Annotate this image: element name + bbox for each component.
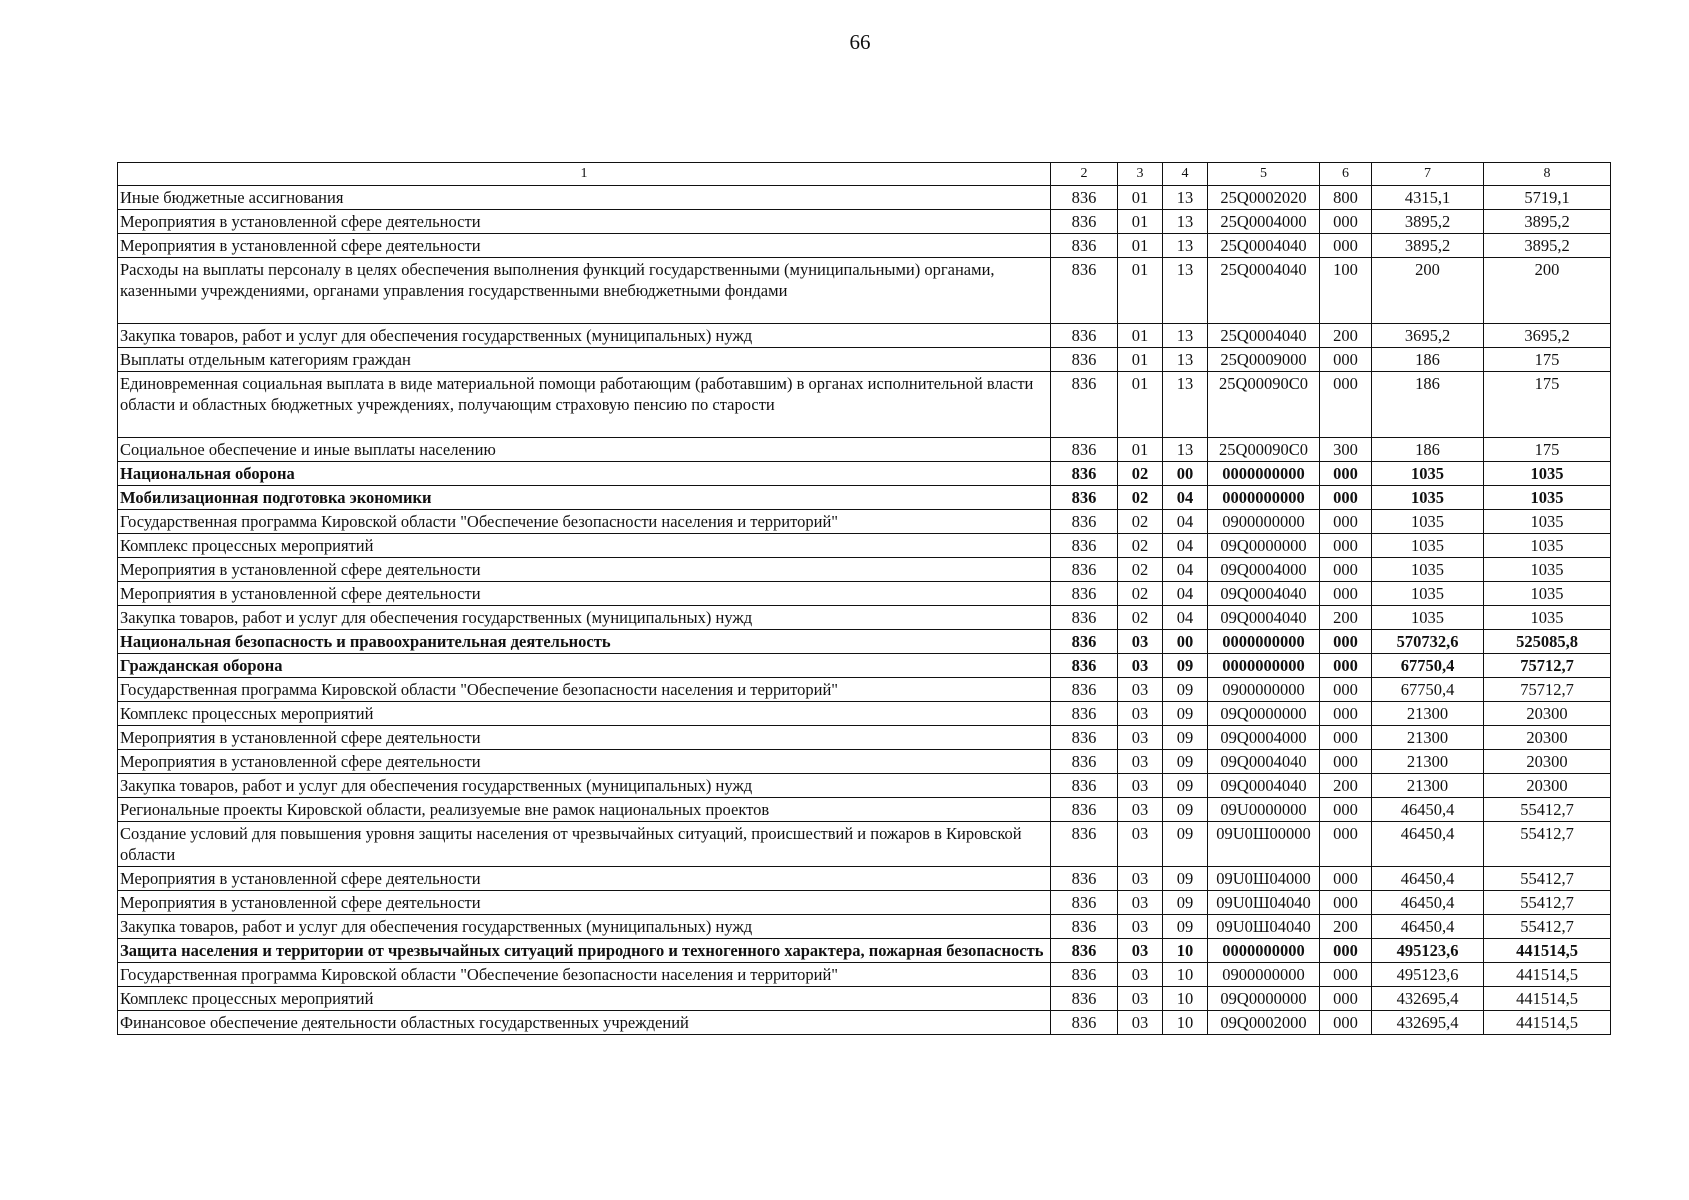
row-subsection-cell: 00 — [1163, 462, 1208, 486]
row-amount-year1-cell: 1035 — [1372, 462, 1484, 486]
row-subsection-cell: 10 — [1163, 963, 1208, 987]
row-amount-year1-cell: 21300 — [1372, 774, 1484, 798]
row-section-cell: 02 — [1118, 606, 1163, 630]
row-amount-year2-cell: 175 — [1484, 438, 1611, 462]
header-row — [118, 163, 1611, 186]
row-expense-type-cell: 000 — [1320, 486, 1372, 510]
row-ministry-code-cell: 836 — [1051, 963, 1118, 987]
row-expense-type-cell: 000 — [1320, 534, 1372, 558]
table-row — [118, 822, 1611, 867]
row-amount-year1-cell: 46450,4 — [1372, 891, 1484, 915]
row-ministry-code-cell: 836 — [1051, 372, 1118, 438]
row-target-article-cell: 0900000000 — [1208, 510, 1320, 534]
row-expense-type-cell: 300 — [1320, 438, 1372, 462]
row-expense-type-cell: 000 — [1320, 510, 1372, 534]
row-subsection-cell: 09 — [1163, 654, 1208, 678]
row-expense-type-cell: 000 — [1320, 702, 1372, 726]
table-row — [118, 258, 1611, 324]
row-subsection-cell: 04 — [1163, 558, 1208, 582]
row-name-cell: Единовременная социальная выплата в виде материальной помощи работающим (работавшим) в органах исполнительной власти области и областных бюджетных учреждениях, получающим страховую пенсию по старости — [118, 372, 1051, 438]
row-name-cell: Государственная программа Кировской области "Обеспечение безопасности населения и территорий" — [118, 963, 1051, 987]
row-amount-year2-cell: 441514,5 — [1484, 939, 1611, 963]
row-section-cell: 03 — [1118, 750, 1163, 774]
row-expense-type-cell: 200 — [1320, 324, 1372, 348]
table-row — [118, 654, 1611, 678]
row-amount-year2-cell: 55412,7 — [1484, 798, 1611, 822]
row-subsection-cell: 09 — [1163, 702, 1208, 726]
row-target-article-cell: 09U0Ш04040 — [1208, 915, 1320, 939]
row-name-cell: Комплекс процессных мероприятий — [118, 534, 1051, 558]
row-name-cell: Мероприятия в установленной сфере деятельности — [118, 234, 1051, 258]
row-amount-year2-cell: 5719,1 — [1484, 186, 1611, 210]
row-section-cell: 03 — [1118, 987, 1163, 1011]
row-name-cell: Закупка товаров, работ и услуг для обеспечения государственных (муниципальных) нужд — [118, 915, 1051, 939]
table-row — [118, 462, 1611, 486]
row-ministry-code-cell: 836 — [1051, 534, 1118, 558]
header-cell-col3: 3 — [1118, 163, 1163, 186]
table-row — [118, 234, 1611, 258]
row-amount-year1-cell: 200 — [1372, 258, 1484, 324]
row-name-cell: Закупка товаров, работ и услуг для обеспечения государственных (муниципальных) нужд — [118, 606, 1051, 630]
row-subsection-cell: 13 — [1163, 348, 1208, 372]
row-name-cell: Выплаты отдельным категориям граждан — [118, 348, 1051, 372]
table-row — [118, 798, 1611, 822]
row-expense-type-cell: 200 — [1320, 774, 1372, 798]
row-target-article-cell: 25Q00090C0 — [1208, 438, 1320, 462]
row-section-cell: 03 — [1118, 1011, 1163, 1035]
row-subsection-cell: 00 — [1163, 630, 1208, 654]
row-amount-year1-cell: 432695,4 — [1372, 987, 1484, 1011]
row-expense-type-cell: 800 — [1320, 186, 1372, 210]
row-amount-year2-cell: 1035 — [1484, 606, 1611, 630]
row-expense-type-cell: 200 — [1320, 606, 1372, 630]
row-amount-year1-cell: 1035 — [1372, 510, 1484, 534]
row-subsection-cell: 10 — [1163, 939, 1208, 963]
row-section-cell: 01 — [1118, 324, 1163, 348]
row-expense-type-cell: 000 — [1320, 630, 1372, 654]
table-row — [118, 867, 1611, 891]
budget-table — [117, 162, 1611, 1035]
table-row — [118, 915, 1611, 939]
row-amount-year1-cell: 186 — [1372, 372, 1484, 438]
row-ministry-code-cell: 836 — [1051, 1011, 1118, 1035]
row-amount-year1-cell: 186 — [1372, 438, 1484, 462]
row-ministry-code-cell: 836 — [1051, 702, 1118, 726]
row-name-cell: Комплекс процессных мероприятий — [118, 702, 1051, 726]
row-name-cell: Комплекс процессных мероприятий — [118, 987, 1051, 1011]
table-row — [118, 987, 1611, 1011]
row-expense-type-cell: 000 — [1320, 798, 1372, 822]
row-expense-type-cell: 000 — [1320, 558, 1372, 582]
row-target-article-cell: 0900000000 — [1208, 963, 1320, 987]
table-row — [118, 324, 1611, 348]
row-name-cell: Национальная оборона — [118, 462, 1051, 486]
row-amount-year2-cell: 1035 — [1484, 534, 1611, 558]
row-amount-year2-cell: 1035 — [1484, 486, 1611, 510]
table-row — [118, 510, 1611, 534]
page-number: 66 — [849, 30, 871, 54]
row-ministry-code-cell: 836 — [1051, 510, 1118, 534]
row-ministry-code-cell: 836 — [1051, 750, 1118, 774]
row-ministry-code-cell: 836 — [1051, 891, 1118, 915]
table-row — [118, 210, 1611, 234]
row-name-cell: Закупка товаров, работ и услуг для обеспечения государственных (муниципальных) нужд — [118, 324, 1051, 348]
row-amount-year1-cell: 432695,4 — [1372, 1011, 1484, 1035]
row-subsection-cell: 04 — [1163, 534, 1208, 558]
row-name-cell: Мероприятия в установленной сфере деятельности — [118, 726, 1051, 750]
header-cell-col8: 8 — [1484, 163, 1611, 186]
row-section-cell: 03 — [1118, 963, 1163, 987]
header-cell-col6: 6 — [1320, 163, 1372, 186]
row-target-article-cell: 25Q00090C0 — [1208, 372, 1320, 438]
row-section-cell: 01 — [1118, 438, 1163, 462]
row-expense-type-cell: 000 — [1320, 678, 1372, 702]
row-subsection-cell: 09 — [1163, 915, 1208, 939]
header-cell-col1: 1 — [118, 163, 1051, 186]
row-subsection-cell: 09 — [1163, 798, 1208, 822]
row-ministry-code-cell: 836 — [1051, 939, 1118, 963]
row-section-cell: 01 — [1118, 258, 1163, 324]
row-target-article-cell: 0900000000 — [1208, 678, 1320, 702]
row-amount-year2-cell: 75712,7 — [1484, 678, 1611, 702]
row-target-article-cell: 09Q0000000 — [1208, 702, 1320, 726]
table-row — [118, 702, 1611, 726]
row-name-cell: Национальная безопасность и правоохранительная деятельность — [118, 630, 1051, 654]
table-row — [118, 534, 1611, 558]
row-ministry-code-cell: 836 — [1051, 438, 1118, 462]
row-expense-type-cell: 000 — [1320, 582, 1372, 606]
table-row — [118, 606, 1611, 630]
row-section-cell: 01 — [1118, 372, 1163, 438]
header-cell-col7: 7 — [1372, 163, 1484, 186]
row-ministry-code-cell: 836 — [1051, 654, 1118, 678]
row-amount-year1-cell: 21300 — [1372, 750, 1484, 774]
row-amount-year1-cell: 1035 — [1372, 606, 1484, 630]
row-target-article-cell: 25Q0009000 — [1208, 348, 1320, 372]
row-ministry-code-cell: 836 — [1051, 606, 1118, 630]
row-amount-year2-cell: 200 — [1484, 258, 1611, 324]
row-subsection-cell: 13 — [1163, 324, 1208, 348]
row-name-cell: Расходы на выплаты персоналу в целях обеспечения выполнения функций государственными (муниципальными) органами, казенными учреждениями, органами управления государственными внебюджетными фондами — [118, 258, 1051, 324]
row-subsection-cell: 09 — [1163, 822, 1208, 867]
row-amount-year2-cell: 441514,5 — [1484, 1011, 1611, 1035]
row-amount-year1-cell: 1035 — [1372, 558, 1484, 582]
row-section-cell: 02 — [1118, 558, 1163, 582]
row-amount-year2-cell: 55412,7 — [1484, 822, 1611, 867]
row-expense-type-cell: 200 — [1320, 915, 1372, 939]
row-target-article-cell: 0000000000 — [1208, 654, 1320, 678]
table-row — [118, 186, 1611, 210]
row-ministry-code-cell: 836 — [1051, 486, 1118, 510]
table-row — [118, 678, 1611, 702]
row-name-cell: Мероприятия в установленной сфере деятельности — [118, 558, 1051, 582]
table-row — [118, 630, 1611, 654]
row-target-article-cell: 09U0Ш00000 — [1208, 822, 1320, 867]
row-target-article-cell: 25Q0004040 — [1208, 258, 1320, 324]
table-row — [118, 963, 1611, 987]
row-amount-year1-cell: 67750,4 — [1372, 654, 1484, 678]
table-row — [118, 558, 1611, 582]
table-row — [118, 1011, 1611, 1035]
row-amount-year2-cell: 1035 — [1484, 462, 1611, 486]
row-subsection-cell: 09 — [1163, 678, 1208, 702]
row-name-cell: Мероприятия в установленной сфере деятельности — [118, 210, 1051, 234]
header-cell-col2: 2 — [1051, 163, 1118, 186]
row-amount-year2-cell: 55412,7 — [1484, 867, 1611, 891]
row-expense-type-cell: 100 — [1320, 258, 1372, 324]
row-target-article-cell: 09Q0004040 — [1208, 606, 1320, 630]
row-target-article-cell: 25Q0004040 — [1208, 234, 1320, 258]
row-target-article-cell: 25Q0002020 — [1208, 186, 1320, 210]
row-amount-year1-cell: 186 — [1372, 348, 1484, 372]
row-target-article-cell: 09Q0000000 — [1208, 987, 1320, 1011]
row-section-cell: 02 — [1118, 510, 1163, 534]
row-target-article-cell: 09U0Ш04000 — [1208, 867, 1320, 891]
row-amount-year2-cell: 1035 — [1484, 582, 1611, 606]
row-ministry-code-cell: 836 — [1051, 774, 1118, 798]
row-amount-year1-cell: 3895,2 — [1372, 234, 1484, 258]
row-expense-type-cell: 000 — [1320, 939, 1372, 963]
row-subsection-cell: 13 — [1163, 186, 1208, 210]
row-section-cell: 03 — [1118, 726, 1163, 750]
row-name-cell: Защита населения и территории от чрезвычайных ситуаций природного и техногенного характера, пожарная безопасность — [118, 939, 1051, 963]
row-section-cell: 01 — [1118, 348, 1163, 372]
row-ministry-code-cell: 836 — [1051, 210, 1118, 234]
row-expense-type-cell: 000 — [1320, 726, 1372, 750]
row-amount-year1-cell: 1035 — [1372, 534, 1484, 558]
row-subsection-cell: 10 — [1163, 987, 1208, 1011]
row-subsection-cell: 13 — [1163, 258, 1208, 324]
row-expense-type-cell: 000 — [1320, 462, 1372, 486]
row-amount-year1-cell: 21300 — [1372, 702, 1484, 726]
row-name-cell: Мобилизационная подготовка экономики — [118, 486, 1051, 510]
row-ministry-code-cell: 836 — [1051, 798, 1118, 822]
row-section-cell: 03 — [1118, 891, 1163, 915]
row-section-cell: 01 — [1118, 210, 1163, 234]
row-section-cell: 02 — [1118, 486, 1163, 510]
row-target-article-cell: 09Q0004040 — [1208, 750, 1320, 774]
row-name-cell: Региональные проекты Кировской области, реализуемые вне рамок национальных проектов — [118, 798, 1051, 822]
table-row — [118, 774, 1611, 798]
table-row — [118, 891, 1611, 915]
row-ministry-code-cell: 836 — [1051, 234, 1118, 258]
row-expense-type-cell: 000 — [1320, 963, 1372, 987]
row-subsection-cell: 09 — [1163, 867, 1208, 891]
row-subsection-cell: 04 — [1163, 486, 1208, 510]
row-amount-year2-cell: 20300 — [1484, 774, 1611, 798]
row-name-cell: Мероприятия в установленной сфере деятельности — [118, 750, 1051, 774]
row-ministry-code-cell: 836 — [1051, 558, 1118, 582]
row-amount-year1-cell: 46450,4 — [1372, 867, 1484, 891]
row-amount-year2-cell: 175 — [1484, 348, 1611, 372]
row-section-cell: 03 — [1118, 702, 1163, 726]
row-target-article-cell: 09Q0002000 — [1208, 1011, 1320, 1035]
table-row — [118, 939, 1611, 963]
row-name-cell: Мероприятия в установленной сфере деятельности — [118, 582, 1051, 606]
row-section-cell: 03 — [1118, 654, 1163, 678]
row-target-article-cell: 09Q0004000 — [1208, 558, 1320, 582]
row-ministry-code-cell: 836 — [1051, 915, 1118, 939]
row-target-article-cell: 25Q0004040 — [1208, 324, 1320, 348]
row-target-article-cell: 0000000000 — [1208, 630, 1320, 654]
row-subsection-cell: 09 — [1163, 774, 1208, 798]
row-name-cell: Государственная программа Кировской области "Обеспечение безопасности населения и территорий" — [118, 510, 1051, 534]
row-name-cell: Закупка товаров, работ и услуг для обеспечения государственных (муниципальных) нужд — [118, 774, 1051, 798]
row-target-article-cell: 09U0Ш04040 — [1208, 891, 1320, 915]
row-amount-year1-cell: 3895,2 — [1372, 210, 1484, 234]
row-amount-year2-cell: 20300 — [1484, 726, 1611, 750]
row-section-cell: 03 — [1118, 678, 1163, 702]
row-name-cell: Государственная программа Кировской области "Обеспечение безопасности населения и территорий" — [118, 678, 1051, 702]
table-row — [118, 348, 1611, 372]
row-amount-year2-cell: 20300 — [1484, 702, 1611, 726]
row-ministry-code-cell: 836 — [1051, 462, 1118, 486]
row-name-cell: Создание условий для повышения уровня защиты населения от чрезвычайных ситуаций, происшествий и пожаров в Кировской области — [118, 822, 1051, 867]
row-subsection-cell: 10 — [1163, 1011, 1208, 1035]
row-subsection-cell: 04 — [1163, 510, 1208, 534]
row-amount-year1-cell: 67750,4 — [1372, 678, 1484, 702]
row-name-cell: Гражданская оборона — [118, 654, 1051, 678]
row-target-article-cell: 09Q0004000 — [1208, 726, 1320, 750]
row-expense-type-cell: 000 — [1320, 750, 1372, 774]
row-ministry-code-cell: 836 — [1051, 582, 1118, 606]
row-amount-year1-cell: 46450,4 — [1372, 822, 1484, 867]
row-amount-year2-cell: 3695,2 — [1484, 324, 1611, 348]
header-cell-col4: 4 — [1163, 163, 1208, 186]
table-row — [118, 486, 1611, 510]
row-amount-year2-cell: 55412,7 — [1484, 891, 1611, 915]
row-target-article-cell: 0000000000 — [1208, 462, 1320, 486]
row-amount-year1-cell: 46450,4 — [1372, 915, 1484, 939]
row-section-cell: 02 — [1118, 582, 1163, 606]
row-expense-type-cell: 000 — [1320, 654, 1372, 678]
row-subsection-cell: 09 — [1163, 750, 1208, 774]
row-name-cell: Мероприятия в установленной сфере деятельности — [118, 867, 1051, 891]
table-body — [118, 186, 1611, 1035]
row-expense-type-cell: 000 — [1320, 987, 1372, 1011]
row-amount-year2-cell: 441514,5 — [1484, 963, 1611, 987]
row-expense-type-cell: 000 — [1320, 822, 1372, 867]
row-expense-type-cell: 000 — [1320, 867, 1372, 891]
row-amount-year2-cell: 3895,2 — [1484, 210, 1611, 234]
row-amount-year1-cell: 46450,4 — [1372, 798, 1484, 822]
row-target-article-cell: 09Q0004040 — [1208, 774, 1320, 798]
row-ministry-code-cell: 836 — [1051, 987, 1118, 1011]
row-subsection-cell: 13 — [1163, 210, 1208, 234]
row-amount-year2-cell: 441514,5 — [1484, 987, 1611, 1011]
row-amount-year2-cell: 175 — [1484, 372, 1611, 438]
row-expense-type-cell: 000 — [1320, 210, 1372, 234]
row-section-cell: 03 — [1118, 774, 1163, 798]
row-name-cell: Социальное обеспечение и иные выплаты населению — [118, 438, 1051, 462]
row-subsection-cell: 04 — [1163, 582, 1208, 606]
row-amount-year2-cell: 55412,7 — [1484, 915, 1611, 939]
row-amount-year1-cell: 4315,1 — [1372, 186, 1484, 210]
row-ministry-code-cell: 836 — [1051, 324, 1118, 348]
table-row — [118, 438, 1611, 462]
table-row — [118, 750, 1611, 774]
row-ministry-code-cell: 836 — [1051, 630, 1118, 654]
row-target-article-cell: 0000000000 — [1208, 939, 1320, 963]
row-amount-year2-cell: 3895,2 — [1484, 234, 1611, 258]
row-expense-type-cell: 000 — [1320, 348, 1372, 372]
row-section-cell: 03 — [1118, 939, 1163, 963]
row-amount-year1-cell: 1035 — [1372, 486, 1484, 510]
row-target-article-cell: 0000000000 — [1208, 486, 1320, 510]
row-amount-year1-cell: 3695,2 — [1372, 324, 1484, 348]
row-target-article-cell: 09Q0004040 — [1208, 582, 1320, 606]
row-amount-year1-cell: 21300 — [1372, 726, 1484, 750]
row-name-cell: Финансовое обеспечение деятельности областных государственных учреждений — [118, 1011, 1051, 1035]
row-amount-year2-cell: 1035 — [1484, 510, 1611, 534]
row-subsection-cell: 04 — [1163, 606, 1208, 630]
row-expense-type-cell: 000 — [1320, 234, 1372, 258]
row-ministry-code-cell: 836 — [1051, 867, 1118, 891]
table-row — [118, 726, 1611, 750]
row-ministry-code-cell: 836 — [1051, 348, 1118, 372]
row-name-cell: Мероприятия в установленной сфере деятельности — [118, 891, 1051, 915]
row-section-cell: 03 — [1118, 822, 1163, 867]
row-subsection-cell: 13 — [1163, 372, 1208, 438]
row-amount-year2-cell: 20300 — [1484, 750, 1611, 774]
row-section-cell: 03 — [1118, 867, 1163, 891]
row-ministry-code-cell: 836 — [1051, 186, 1118, 210]
row-amount-year2-cell: 1035 — [1484, 558, 1611, 582]
row-expense-type-cell: 000 — [1320, 372, 1372, 438]
header-cell-col5: 5 — [1208, 163, 1320, 186]
row-section-cell: 02 — [1118, 534, 1163, 558]
row-target-article-cell: 09Q0000000 — [1208, 534, 1320, 558]
row-target-article-cell: 25Q0004000 — [1208, 210, 1320, 234]
row-amount-year1-cell: 570732,6 — [1372, 630, 1484, 654]
row-target-article-cell: 09U0000000 — [1208, 798, 1320, 822]
row-section-cell: 03 — [1118, 915, 1163, 939]
row-subsection-cell: 13 — [1163, 234, 1208, 258]
row-amount-year2-cell: 525085,8 — [1484, 630, 1611, 654]
row-expense-type-cell: 000 — [1320, 891, 1372, 915]
row-section-cell: 02 — [1118, 462, 1163, 486]
row-amount-year1-cell: 1035 — [1372, 582, 1484, 606]
row-amount-year1-cell: 495123,6 — [1372, 963, 1484, 987]
row-section-cell: 03 — [1118, 798, 1163, 822]
row-subsection-cell: 13 — [1163, 438, 1208, 462]
row-ministry-code-cell: 836 — [1051, 822, 1118, 867]
row-amount-year1-cell: 495123,6 — [1372, 939, 1484, 963]
row-section-cell: 03 — [1118, 630, 1163, 654]
row-subsection-cell: 09 — [1163, 891, 1208, 915]
row-section-cell: 01 — [1118, 234, 1163, 258]
table-row — [118, 582, 1611, 606]
table-row — [118, 372, 1611, 438]
row-subsection-cell: 09 — [1163, 726, 1208, 750]
row-name-cell: Иные бюджетные ассигнования — [118, 186, 1051, 210]
row-ministry-code-cell: 836 — [1051, 726, 1118, 750]
row-ministry-code-cell: 836 — [1051, 258, 1118, 324]
row-ministry-code-cell: 836 — [1051, 678, 1118, 702]
row-section-cell: 01 — [1118, 186, 1163, 210]
row-amount-year2-cell: 75712,7 — [1484, 654, 1611, 678]
row-expense-type-cell: 000 — [1320, 1011, 1372, 1035]
